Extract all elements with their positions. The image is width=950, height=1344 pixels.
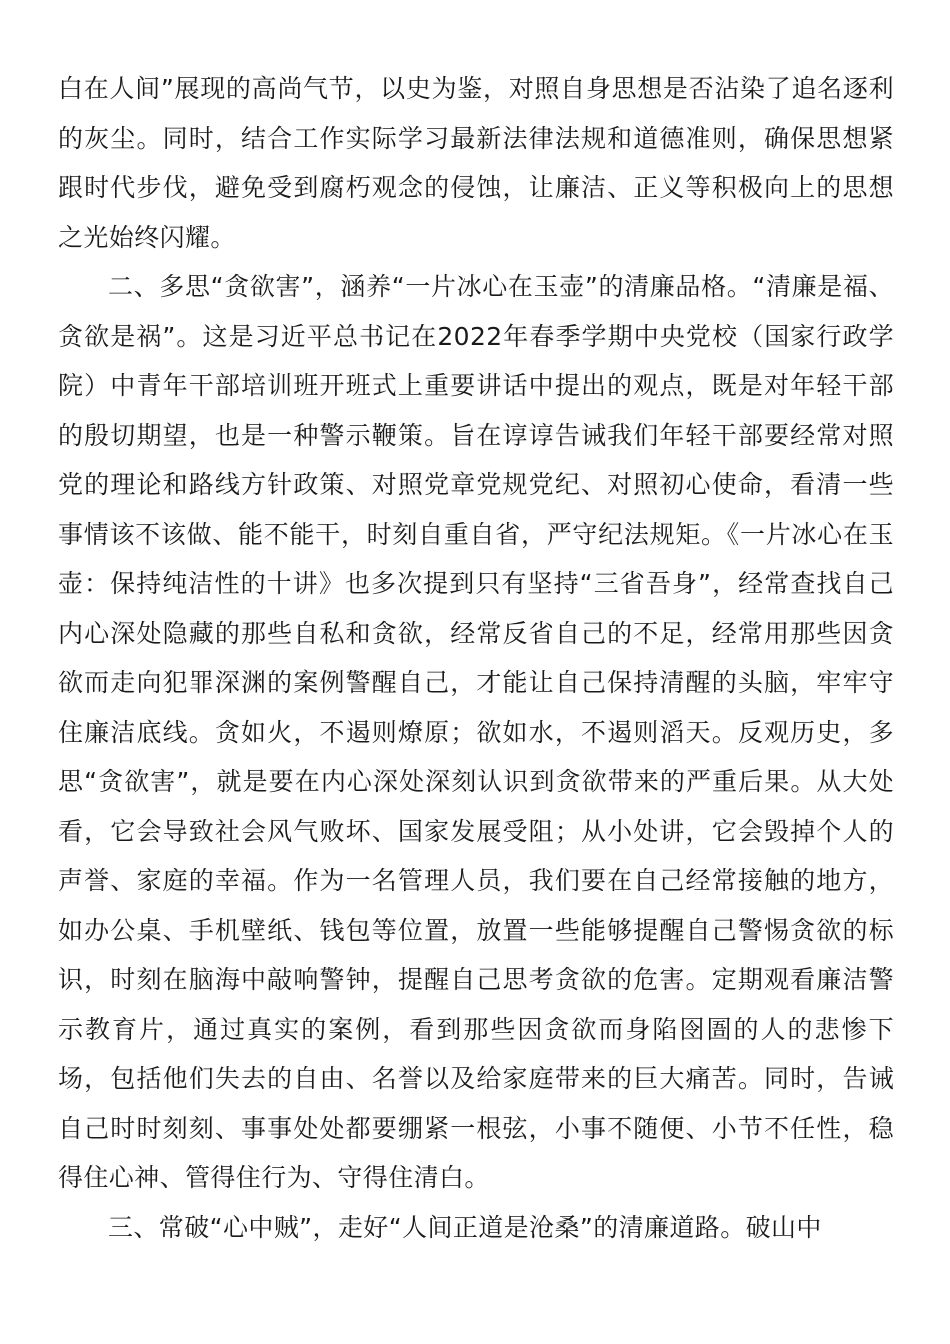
document-body: [58, 64, 894, 1252]
paragraph-text: 破山中: [745, 1212, 822, 1242]
paragraph-section-two: [58, 262, 894, 1203]
paragraph-continuation: [58, 64, 894, 262]
paragraph-section-three: [58, 1203, 894, 1253]
section-heading: 二、多思“贪欲害”，涵养“一片冰心在玉壶”的清廉品格。: [108, 272, 753, 301]
section-heading: 三、常破“心中贼”，走好“人间正道是沧桑”的清廉道路。: [108, 1212, 746, 1242]
paragraph-text: “清廉是福、贪欲是祸”。这是习近平总书记在2022年春季学期中央党校（国家行政学院）中青年干部培训班开班式上重要讲话中提出的观点，既是对年轻干部的殷切期望，也是一种警示鞭策。旨在谆谆告诫我们年轻干部要经常对照党的理论和路线方针政策、对照党章党规党纪、对照初心使命，看清一些事情该不该做、能不能干，时刻自重自省，严守纪法规矩。《一片冰心在玉壶：保持纯洁性的十讲》也多次提到只有坚持“三省吾身”，经常查找自己内心深处隐藏的那些自私和贪欲，经常反省自己的不足，经常用那些因贪欲而走向犯罪深渊的案例警醒自己，才能让自己保持清醒的头脑，牢牢守住廉洁底线。贪如火，不遏则燎原；欲如水，不遏则滔天。反观历史，多思“贪欲害”，就是要在内心深处深刻认识到贪欲带来的严重后果。从大处看，它会导致社会风气败坏、国家发展受阻；从小处讲，它会毁掉个人的声誉、家庭的幸福。作为一名管理人员，我们要在自己经常接触的地方，如办公桌、手机壁纸、钱包等位置，放置一些能够提醒自己警惕贪欲的标识，时刻在脑海中敲响警钟，提醒自己思考贪欲的危害。定期观看廉洁警示教育片，通过真实的案例，看到那些因贪欲而身陷囹圄的人的悲惨下场，包括他们失去的自由、名誉以及给家庭带来的巨大痛苦。同时，告诫自己时时刻刻、事事处处都要绷紧一根弦，小事不随便、小节不任性，稳得住心神、管得住行为、守得住清白。: [58, 272, 894, 1192]
paragraph-text: 白在人间”展现的高尚气节，以史为鉴，对照自身思想是否沾染了追名逐利的灰尘。同时，结合工作实际学习最新法律法规和道德准则，确保思想紧跟时代步伐，避免受到腐朽观念的侵蚀，让廉洁、正义等积极向上的思想之光始终闪耀。: [58, 74, 894, 252]
